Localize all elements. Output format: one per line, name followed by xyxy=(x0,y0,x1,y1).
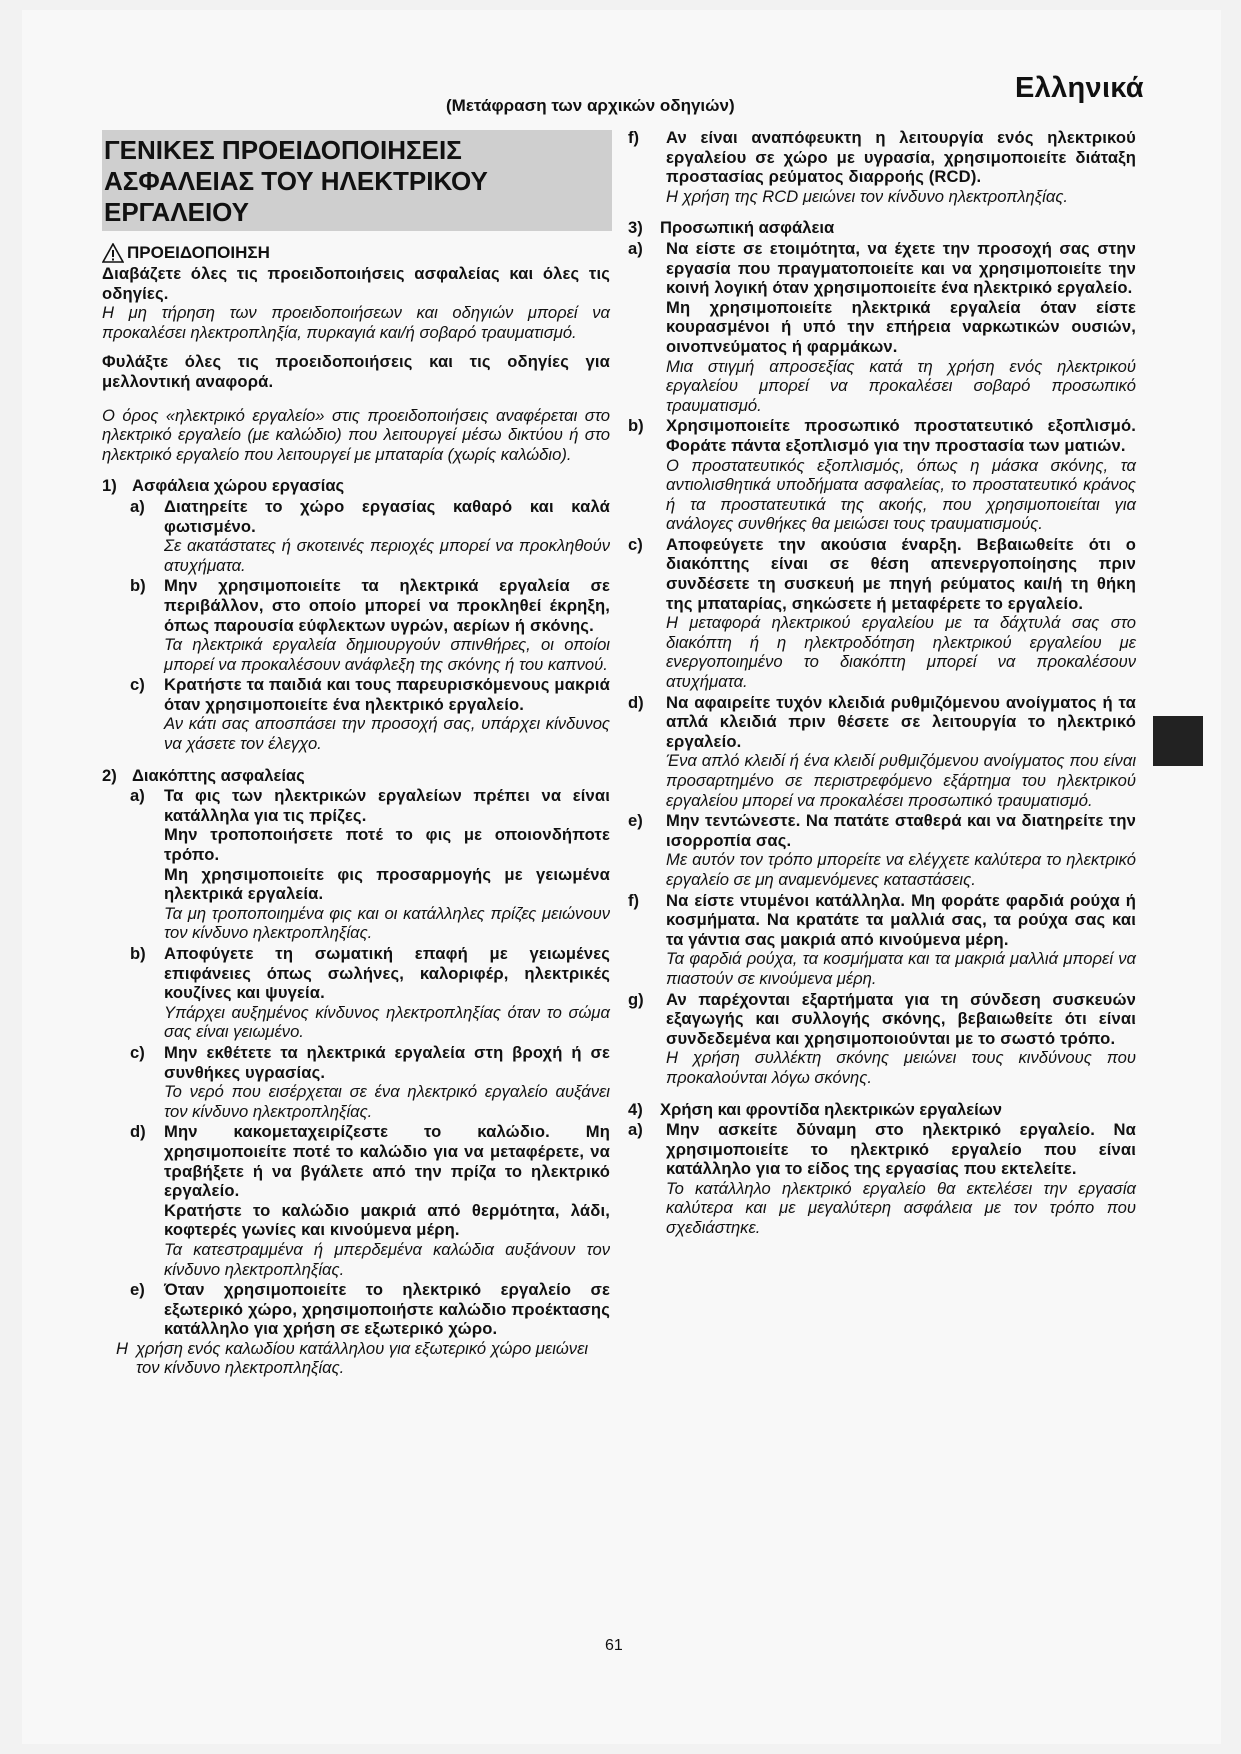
item-letter: e) xyxy=(628,811,643,831)
item-letter: g) xyxy=(628,989,644,1009)
item-letter: b) xyxy=(628,416,644,436)
item-instruction-2: Μην τροποποιήσετε ποτέ το φις με οποιονδήποτε τρόπο. xyxy=(164,825,610,865)
item-explanation: Με αυτόν τον τρόπο μπορείτε να ελέγχετε καλύτερα το ηλεκτρικό εργαλείο σε μη αναμενόμενες καταστάσεις. xyxy=(666,850,1136,889)
item-explanation: Αν κάτι σας αποσπάσει την προσοχή σας, υπάρχει κίνδυνος να χάσετε τον έλεγχο. xyxy=(164,714,610,754)
list-item xyxy=(130,576,610,674)
list-item xyxy=(130,1122,610,1279)
list-item xyxy=(130,944,610,1042)
list-item xyxy=(130,497,610,575)
section-heading xyxy=(102,766,610,786)
list-item xyxy=(628,128,1136,206)
item-explanation: Η μεταφορά ηλεκτρικού εργαλείου με τα δάχτυλά σας στο διακόπτη ή η ηλεκτροδότηση ηλεκτρικού εργαλείου με ενεργοποιημένο το διακόπτη μπορεί να προκαλέσουν ατυχήματα. xyxy=(666,613,1136,692)
intro-term-note: Ο όρος «ηλεκτρικό εργαλείο» στις προειδοποιήσεις αναφέρεται στο ηλεκτρικό εργαλείο (με καλώδιο) που λειτουργεί μέσω δικτύου ή στο ηλεκτρικό εργαλείο που λειτουργεί με μπαταρία (χωρίς καλώδιο). xyxy=(102,405,610,464)
item-instruction: Να είστε ντυμένοι κατάλληλα. Μη φοράτε φαρδιά ρούχα ή κοσμήματα. Να κρατάτε τα μαλλιά σας, τα ρούχα σας και τα γάντια σας μακριά από κινούμενα μέρη. xyxy=(666,890,1136,949)
item-explanation: Το νερό που εισέρχεται σε ένα ηλεκτρικό εργαλείο αυξάνει τον κίνδυνο ηλεκτροπληξίας. xyxy=(164,1082,610,1121)
section-title: Χρήση και φροντίδα ηλεκτρικών εργαλείων xyxy=(660,1099,1002,1119)
item-letter: a) xyxy=(130,496,145,516)
item-letter: c) xyxy=(628,534,643,554)
section-tab-marker xyxy=(1153,716,1203,766)
item-instruction-3: Μη χρησιμοποιείτε φις προσαρμογής με γειωμένα ηλεκτρικά εργαλεία. xyxy=(164,864,610,904)
item-explanation: Μια στιγμή απροσεξίας κατά τη χρήση ενός ηλεκτρικού εργαλείου μπορεί να προκαλέσει σοβαρό προσωπικό τραυματισμό. xyxy=(666,356,1136,415)
item-instruction: Μην τεντώνεστε. Να πατάτε σταθερά και να διατηρείτε την ισορροπία σας. xyxy=(666,811,1136,850)
item-explanation-lead: Η xyxy=(116,1338,128,1358)
item-letter: b) xyxy=(130,576,146,596)
section-title: Προσωπική ασφάλεια xyxy=(660,218,835,238)
section-title: Ασφάλεια χώρου εργασίας xyxy=(132,476,345,496)
right-column xyxy=(628,127,1136,1238)
item-explanation: Ένα απλό κλειδί ή ένα κλειδί ρυθμιζόμενου ανοίγματος που είναι προσαρτημένο σε περιστρεφόμενο εξάρτημα του ηλεκτρικού εργαλείου μπορεί να προκαλέσει προσωπικό τραυματισμό. xyxy=(666,751,1136,810)
item-instruction: Αποφεύγετε την ακούσια έναρξη. Βεβαιωθείτε ότι ο διακόπτης είναι σε θέση απενεργοποίησης πριν συνδέσετε τη συσκευή με πηγή ρεύματος και/ή τη θήκη της μπαταρίας, σηκώσετε ή μεταφέρετε το εργαλείο. xyxy=(666,534,1136,613)
item-instruction: Να είστε σε ετοιμότητα, να έχετε την προσοχή σας στην εργασία που πραγματοποιείτε και να χρησιμοποιείτε την κοινή λογική όταν χρησιμοποιείτε ένα ηλεκτρικό εργαλείο. xyxy=(666,238,1136,298)
list-item xyxy=(628,811,1136,889)
item-letter: c) xyxy=(130,675,145,695)
item-letter: b) xyxy=(130,944,146,963)
item-letter: e) xyxy=(130,1280,145,1300)
item-instruction: Χρησιμοποιείτε προσωπικό προστατευτικό εξοπλισμό. Φοράτε πάντα εξοπλισμό για την προστασία των ματιών. xyxy=(666,416,1136,455)
list-item xyxy=(628,416,1136,534)
item-instruction: Μην ασκείτε δύναμη στο ηλεκτρικό εργαλείο. Να χρησιμοποιείτε το ηλεκτρικό εργαλείο που είναι κατάλληλο για το είδος της εργασίας που εκτελείτε. xyxy=(666,1120,1136,1179)
intro-save-all: Φυλάξτε όλες τις προειδοποιήσεις και τις οδηγίες για μελλοντική αναφορά. xyxy=(102,352,610,391)
intro-read-all: Διαβάζετε όλες τις προειδοποιήσεις ασφαλείας και όλες τις οδηγίες. xyxy=(102,264,610,303)
list-item xyxy=(628,990,1136,1088)
section-heading xyxy=(628,218,1136,238)
item-explanation: χρήση ενός καλωδίου κατάλληλου για εξωτερικό χώρο μειώνει τον κίνδυνο ηλεκτροπληξίας. xyxy=(136,1338,589,1378)
list-item xyxy=(628,693,1136,811)
item-instruction: Μην κακομεταχειρίζεστε το καλώδιο. Μη χρησιμοποιείτε ποτέ το καλώδιο για να μεταφέρετε, να τραβήξετε ή να βγάλετε από την πρίζα το ηλεκτρικό εργαλείο. xyxy=(164,1122,610,1201)
item-letter: f) xyxy=(628,890,640,910)
item-instruction: Αν παρέχονται εξαρτήματα για τη σύνδεση συσκευών εξαγωγής και συλλογής σκόνης, βεβαιωθείτε ότι είναι συνδεδεμένα και χρησιμοποιούνται με το σωστό τρόπο. xyxy=(666,989,1136,1048)
item-letter: c) xyxy=(130,1042,145,1062)
list-item xyxy=(628,891,1136,989)
item-instruction: Μην χρησιμοποιείτε τα ηλεκτρικά εργαλεία σε περιβάλλον, στο οποίο μπορεί να προκληθεί έκρηξη, όπως παρουσία εύφλεκτων υγρών, αερίων ή σκόνης. xyxy=(164,576,610,635)
item-letter: d) xyxy=(628,692,644,712)
title-line: ΓΕΝΙΚΕΣ ΠΡΟΕΙΔΟΠΟΙΗΣΕΙΣ xyxy=(104,135,462,165)
item-explanation: Η χρήση συλλέκτη σκόνης μειώνει τους κινδύνους που προκαλούνται λόγω σκόνης. xyxy=(666,1048,1136,1087)
list-item xyxy=(628,239,1136,415)
warning-heading xyxy=(102,243,610,263)
list-item xyxy=(130,786,610,943)
section-number: 3) xyxy=(628,218,643,238)
item-explanation: Τα φαρδιά ρούχα, τα κοσμήματα και τα μακριά μαλλιά μπορεί να πιαστούν σε κινούμενα μέρη. xyxy=(666,949,1136,988)
list-item xyxy=(628,535,1136,692)
item-explanation: Ο προστατευτικός εξοπλισμός, όπως η μάσκα σκόνης, τα αντιολισθητικά υποδήματα ασφαλείας, το προστατευτικό κράνος ή τα προστατευτικά της ακοής, που χρησιμοποιείται για ανάλογες συνθήκες θα μειώσει τους τραυματισμούς. xyxy=(666,455,1136,534)
item-letter: d) xyxy=(130,1122,146,1142)
section-number: 4) xyxy=(628,1099,643,1119)
item-letter: a) xyxy=(130,786,145,806)
item-instruction: Μην εκθέτετε τα ηλεκτρικά εργαλεία στη βροχή ή σε συνθήκες υγρασίας. xyxy=(164,1042,610,1082)
page-title xyxy=(102,130,612,231)
title-line: ΕΡΓΑΛΕΙΟΥ xyxy=(104,197,250,227)
page-number: 61 xyxy=(605,1637,623,1654)
item-instruction: Όταν χρησιμοποιείτε το ηλεκτρικό εργαλείο σε εξωτερικό χώρο, χρησιμοποιήστε καλώδιο προέκτασης κατάλληλο για χρήση σε εξωτερικό χώρο. xyxy=(164,1280,610,1339)
section-number: 2) xyxy=(102,765,117,785)
warning-triangle-icon xyxy=(102,243,124,263)
section-heading xyxy=(102,476,610,496)
item-letter: f) xyxy=(628,128,640,147)
item-instruction: Να αφαιρείτε τυχόν κλειδιά ρυθμιζόμενου ανοίγματος ή τα απλά κλειδιά πριν θέσετε σε λειτουργία το ηλεκτρικό εργαλείο. xyxy=(666,692,1136,751)
item-instruction: Αν είναι αναπόφευκτη η λειτουργία ενός ηλεκτρικού εργαλείου σε χώρο με υγρασία, χρησιμοποιείτε διάταξη προστασίας ρεύματος διαρροής (RCD). xyxy=(666,128,1136,187)
section-title: Διακόπτης ασφαλείας xyxy=(132,765,305,785)
list-item xyxy=(628,1120,1136,1238)
language-label: Ελληνικά xyxy=(1015,72,1144,104)
item-instruction-2: Μη χρησιμοποιείτε ηλεκτρικά εργαλεία όταν είστε κουρασμένοι ή υπό την επήρεια ναρκωτικών ουσιών, οινοπνεύματος ή φαρμάκων. xyxy=(666,297,1136,356)
item-letter: a) xyxy=(628,1120,643,1140)
item-explanation: Σε ακατάστατες ή σκοτεινές περιοχές μπορεί να προκληθούν ατυχήματα. xyxy=(164,536,610,575)
item-explanation: Υπάρχει αυξημένος κίνδυνος ηλεκτροπληξίας όταν το σώμα σας είναι γειωμένο. xyxy=(164,1002,610,1042)
list-item xyxy=(130,1043,610,1121)
item-explanation: Το κατάλληλο ηλεκτρικό εργαλείο θα εκτελέσει την εργασία καλύτερα και με μεγαλύτερη ασφάλεια με τον τρόπο που σχεδιάστηκε. xyxy=(666,1178,1136,1238)
item-instruction: Διατηρείτε το χώρο εργασίας καθαρό και καλά φωτισμένο. xyxy=(164,496,610,536)
list-item xyxy=(130,1280,610,1339)
item-letter: a) xyxy=(628,238,643,258)
translation-subtitle: (Μετάφραση των αρχικών οδηγιών) xyxy=(446,96,735,115)
item-explanation-row xyxy=(116,1339,610,1378)
title-line: ΑΣΦΑΛΕΙΑΣ ΤΟΥ ΗΛΕΚΤΡΙΚΟΥ xyxy=(104,166,488,196)
list-item xyxy=(130,675,610,753)
left-column xyxy=(102,130,610,1378)
intro-read-all-note: Η μη τήρηση των προειδοποιήσεων και οδηγιών μπορεί να προκαλέσει ηλεκτροπληξία, πυρκαγιά και/ή σοβαρό τραυματισμό. xyxy=(102,303,610,342)
item-instruction: Αποφύγετε τη σωματική επαφή με γειωμένες επιφάνειες όπως σωλήνες, καλοριφέρ, ηλεκτρικές κουζίνες και ψυγεία. xyxy=(164,944,610,1003)
warning-label: ΠΡΟΕΙΔΟΠΟΙΗΣΗ xyxy=(127,243,270,263)
item-explanation: Τα ηλεκτρικά εργαλεία δημιουργούν σπινθήρες, οι οποίοι μπορεί να προκαλέσουν ανάφλεξη της σκόνης ή του καπνού. xyxy=(164,635,610,674)
item-explanation: Τα κατεστραμμένα ή μπερδεμένα καλώδια αυξάνουν τον κίνδυνο ηλεκτροπληξίας. xyxy=(164,1239,610,1279)
item-instruction: Κρατήστε τα παιδιά και τους παρευρισκόμενους μακριά όταν χρησιμοποιείτε ένα ηλεκτρικό εργαλείο. xyxy=(164,675,610,714)
section-heading xyxy=(628,1100,1136,1120)
item-explanation: Η χρήση της RCD μειώνει τον κίνδυνο ηλεκτροπληξίας. xyxy=(666,186,1069,206)
section-number: 1) xyxy=(102,476,117,496)
item-instruction-2: Κρατήστε το καλώδιο μακριά από θερμότητα, λάδι, κοφτερές γωνίες και κινούμενα μέρη. xyxy=(164,1200,610,1240)
item-instruction: Τα φις των ηλεκτρικών εργαλείων πρέπει να είναι κατάλληλα για τις πρίζες. xyxy=(164,786,610,825)
item-explanation: Τα μη τροποποιημένα φις και οι κατάλληλες πρίζες μειώνουν τον κίνδυνο ηλεκτροπληξίας. xyxy=(164,903,610,943)
